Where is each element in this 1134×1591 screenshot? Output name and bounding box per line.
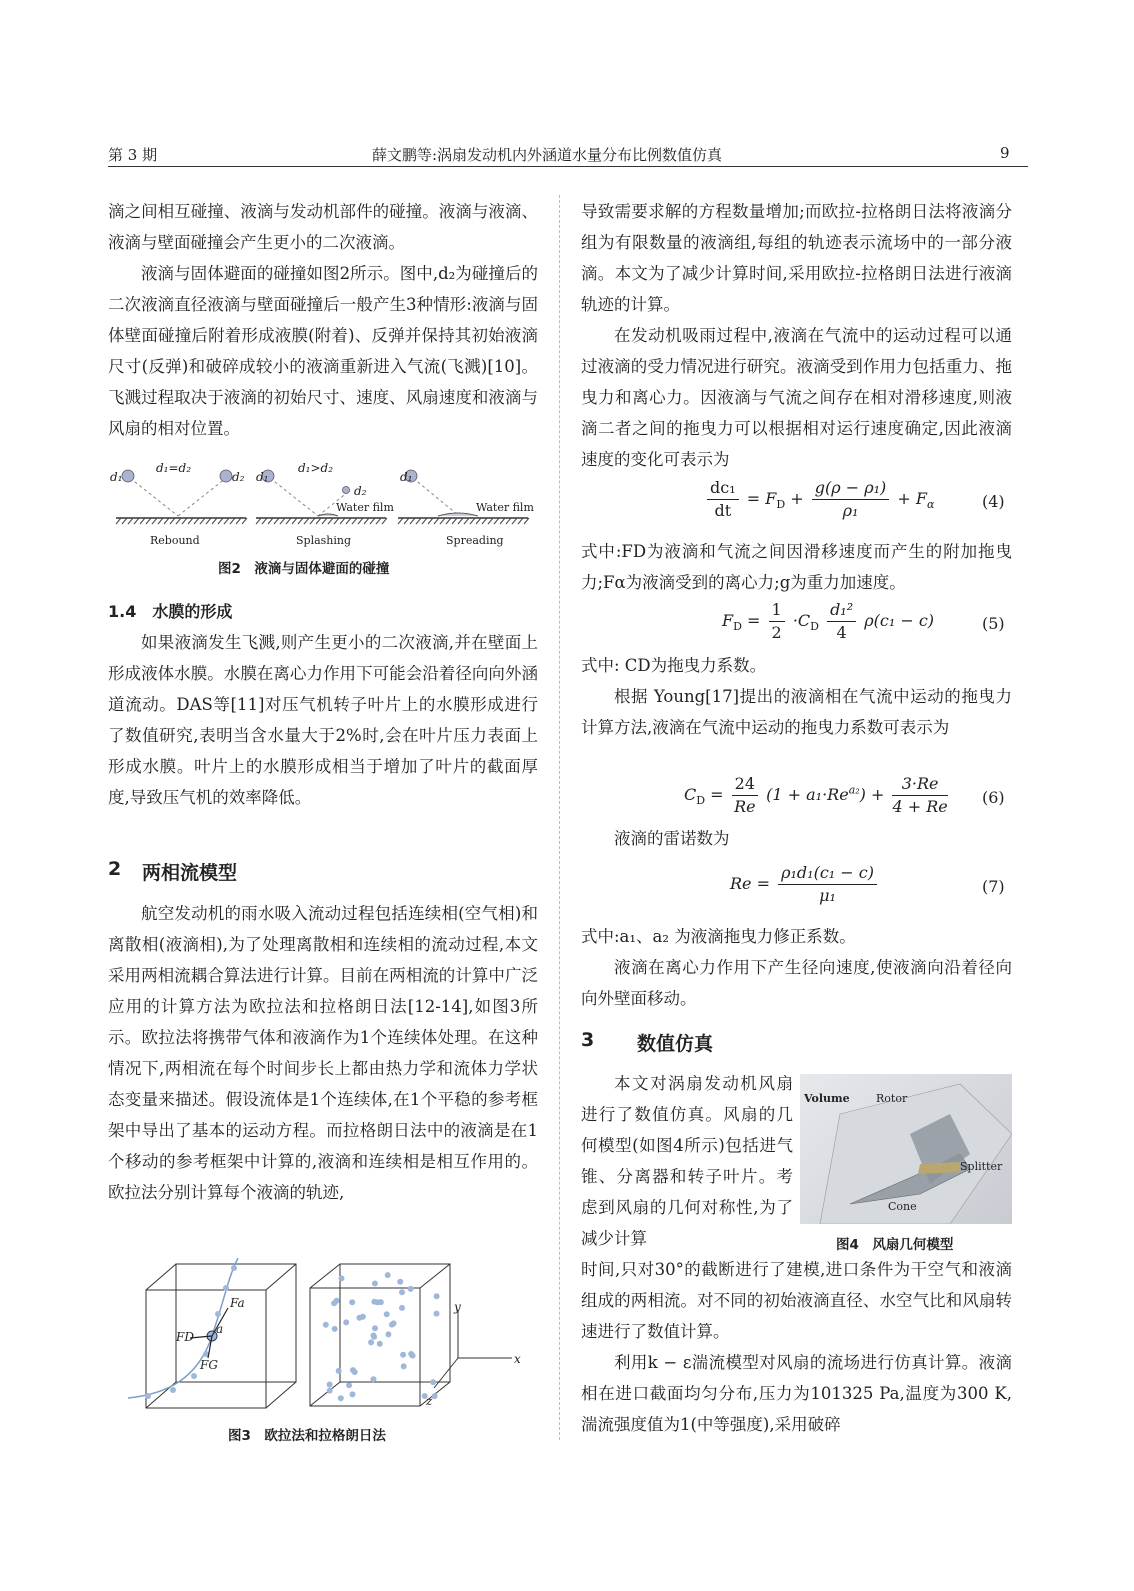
equation-5-number: (5) [982,614,1005,633]
left-paragraph-4: 航空发动机的雨水吸入流动过程包括连续相(空气相)和离散相(液滴相),为了处理离散相和连续相的流动过程,本文采用两相流耦合算法进行计算。目前在两相流的计算中广泛应用的计算方法为欧拉法和拉格朗日法[12-14],如图3所示。欧拉法将携带气体和液滴作为1个连续体处理。在这种情况下,两相流在每个时间步长上都由热力学和流体力学状态变量来描述。假设流体是1个连续体,在1个平稳的参考框架中导出了基本的运动方程。而拉格朗日法中的液滴是在1个移动的参考框架中计算的,液滴和连续相是相互作用的。欧拉法分别计算每个液滴的轨迹, [108,904,538,1202]
equation-7: Re = $\frac{\text{ρ₁d₁(c₁ − c)}}{\text{μ₁}}$ [730,862,880,907]
equation-6: $C_D$ = $\frac{24}{Re}$ $(1 + a_1\cdot Re^{a_2})$ + $\frac{3\cdot Re}{4 + Re}$ [684,774,948,816]
left-paragraph-1: 滴之间相互碰撞、液滴与发动机部件的碰撞。液滴与液滴、液滴与壁面碰撞会产生更小的二次液滴。 [108,202,538,252]
fig3-label-fd: FD [176,1330,194,1344]
equation-4: $\frac{\text{dc₁}}{dt}$ = $F_D$ + $\frac{\text{g(ρ − ρ₁)}}{\text{ρ₁}}$ + $F_\alpha$ [704,477,934,522]
fig2-label-gt: d₁>d₂ [298,461,334,475]
fig2-label-eq: d₁=d₂ [156,461,192,475]
equation-4-number: (4) [982,492,1005,511]
fig3-label-x: x [514,1352,521,1366]
figure-4-caption: 图4 风扇几何模型 [836,1237,954,1253]
figure-2-caption: 图2 液滴与固体避面的碰撞 [218,561,390,577]
fig4-label-cone: Cone [888,1200,917,1213]
header-issue: 第 3 期 [108,146,158,164]
fig2-label-rebound: Rebound [150,534,200,547]
left-paragraph-2: 液滴与固体避面的碰撞如图2所示。图中,d₂为碰撞后的二次液滴直径液滴与壁面碰撞后一般产生3种情形:液滴与固体壁面碰撞后附着形成液膜(附着)、反弹并保持其初始液滴尺寸(反弹)和破碎成较小的液滴重新进入气流(飞溅)[10]。飞溅过程取决于液滴的初始尺寸、速度、风扇速度和液滴与风扇的相对位置。 [108,264,538,438]
fig3-label-z: z [426,1394,433,1408]
column-divider [559,195,560,1440]
section-3-title: 数值仿真 [637,1033,714,1055]
fig4-label-rotor: Rotor [876,1092,908,1105]
right-paragraph-5: 根据 Young[17]提出的液滴相在气流中运动的拖曳力计算方法,液滴在气流中运动的拖曳力系数可表示为 [581,687,1012,737]
right-col-p7 [581,921,1012,1014]
right-col-p6 [581,823,1012,854]
header-rule [108,166,1028,167]
equation-7-number: (7) [982,877,1005,896]
fig3-label-fg: FG [200,1358,218,1372]
right-paragraph-10: 利用k − ε湍流模型对风扇的流场进行仿真计算。液滴相在进口截面均匀分布,压力为101325 Pa,温度为300 K,湍流强度值为1(中等强度),采用破碎 [581,1353,1012,1434]
right-col-top [581,196,1012,475]
right-paragraph-7: 式中:a₁、a₂ 为液滴拖曳力修正系数。 [581,927,856,946]
right-paragraph-9a: 本文对涡扇发动机风扇进行了数值仿真。风扇的几何模型(如图4所示)包括进气锥、分离器和转子叶片。考虑到风扇的几何对称性,为了减少计算 [581,1074,793,1248]
section-2-number: 2 [108,858,122,880]
fig2-label-d2-b: d₂ [354,484,367,498]
right-col-p3 [581,536,1012,598]
right-col-wrap [581,1068,793,1254]
fig3-label-y: y [454,1300,461,1314]
fig2-label-spreading: Spreading [446,534,504,547]
right-paragraph-2: 在发动机吸雨过程中,液滴在气流中的运动过程可以通过液滴的受力情况进行研究。液滴受到作用力包括重力、拖曳力和离心力。因液滴与气流之间存在相对滑移速度,则液滴二者之间的拖曳力可以根据相对运行速度确定,因此液滴速度的变化可表示为 [581,326,1012,469]
section-2-title: 两相流模型 [142,862,238,884]
left-col-bottom [108,898,538,1208]
left-col-top [108,196,538,444]
right-paragraph-4: 式中: CD为拖曳力系数。 [581,656,767,675]
fig2-label-d1-a: d₁ [110,470,123,484]
section-3-number: 3 [581,1029,595,1051]
section-1-4-title: 1.4 水膜的形成 [108,602,233,621]
fig2-label-d1-b: d₁ [256,470,269,484]
fig4-label-volume: Volume [804,1092,850,1105]
fig2-label-d1-c: d₁ [400,470,413,484]
right-col-mid [581,650,1012,743]
header-title: 薛文鹏等:涡扇发动机内外涵道水量分布比例数值仿真 [372,146,723,164]
figure-3-caption: 图3 欧拉法和拉格朗日法 [228,1428,386,1444]
right-paragraph-3: 式中:FD为液滴和气流之间因滑移速度而产生的附加拖曳力;Fα为液滴受到的离心力;g为重力加速度。 [581,542,1012,592]
fig3-label-fa: Fa [230,1296,245,1310]
equation-6-number: (6) [982,788,1005,807]
right-paragraph-1: 导致需要求解的方程数量增加;而欧拉-拉格朗日法将液滴分组为有限数量的液滴组,每组的轨迹表示流场中的一部分液滴。本文为了减少计算时间,采用欧拉-拉格朗日法进行液滴轨迹的计算。 [581,202,1012,314]
right-paragraph-9b: 时间,只对30°的截断进行了建模,进口条件为干空气和液滴组成的两相流。对不同的初始液滴直径、水空气比和风扇转速进行了数值计算。 [581,1260,1012,1341]
fig3-label-a: a [216,1322,224,1336]
fig2-label-splashing: Splashing [296,534,352,547]
fig4-label-splitter: Splitter [960,1160,1003,1173]
right-paragraph-8: 液滴在离心力作用下产生径向速度,使液滴向沿着径向向外壁面移动。 [581,958,1012,1008]
fig2-label-film-a: Water film [336,501,394,514]
left-col-mid [108,596,538,813]
right-col-bottom [581,1254,1012,1440]
header-page-number: 9 [1000,144,1010,162]
figure-4-fan-geometry [800,1074,1012,1224]
equation-5: $F_D$ = $\frac{1}{2}$ $\cdot C_D$ $\frac{\text{d₁²}}{4}$ ρ(c₁ − c) [722,600,935,642]
right-paragraph-6: 液滴的雷诺数为 [614,829,730,848]
fig2-label-d2-a: d₂ [232,470,245,484]
fig2-label-film-b: Water film [476,501,534,514]
left-paragraph-3: 如果液滴发生飞溅,则产生更小的二次液滴,并在壁面上形成液体水膜。水膜在离心力作用下可能会沿着径向向外涵道流动。DAS等[11]对压气机转子叶片上的水膜形成进行了数值研究,表明当含水量大于2%时,会在叶片压力表面上形成水膜。叶片上的水膜形成相当于增加了叶片的截面厚度,导致压气机的效率降低。 [108,633,538,807]
